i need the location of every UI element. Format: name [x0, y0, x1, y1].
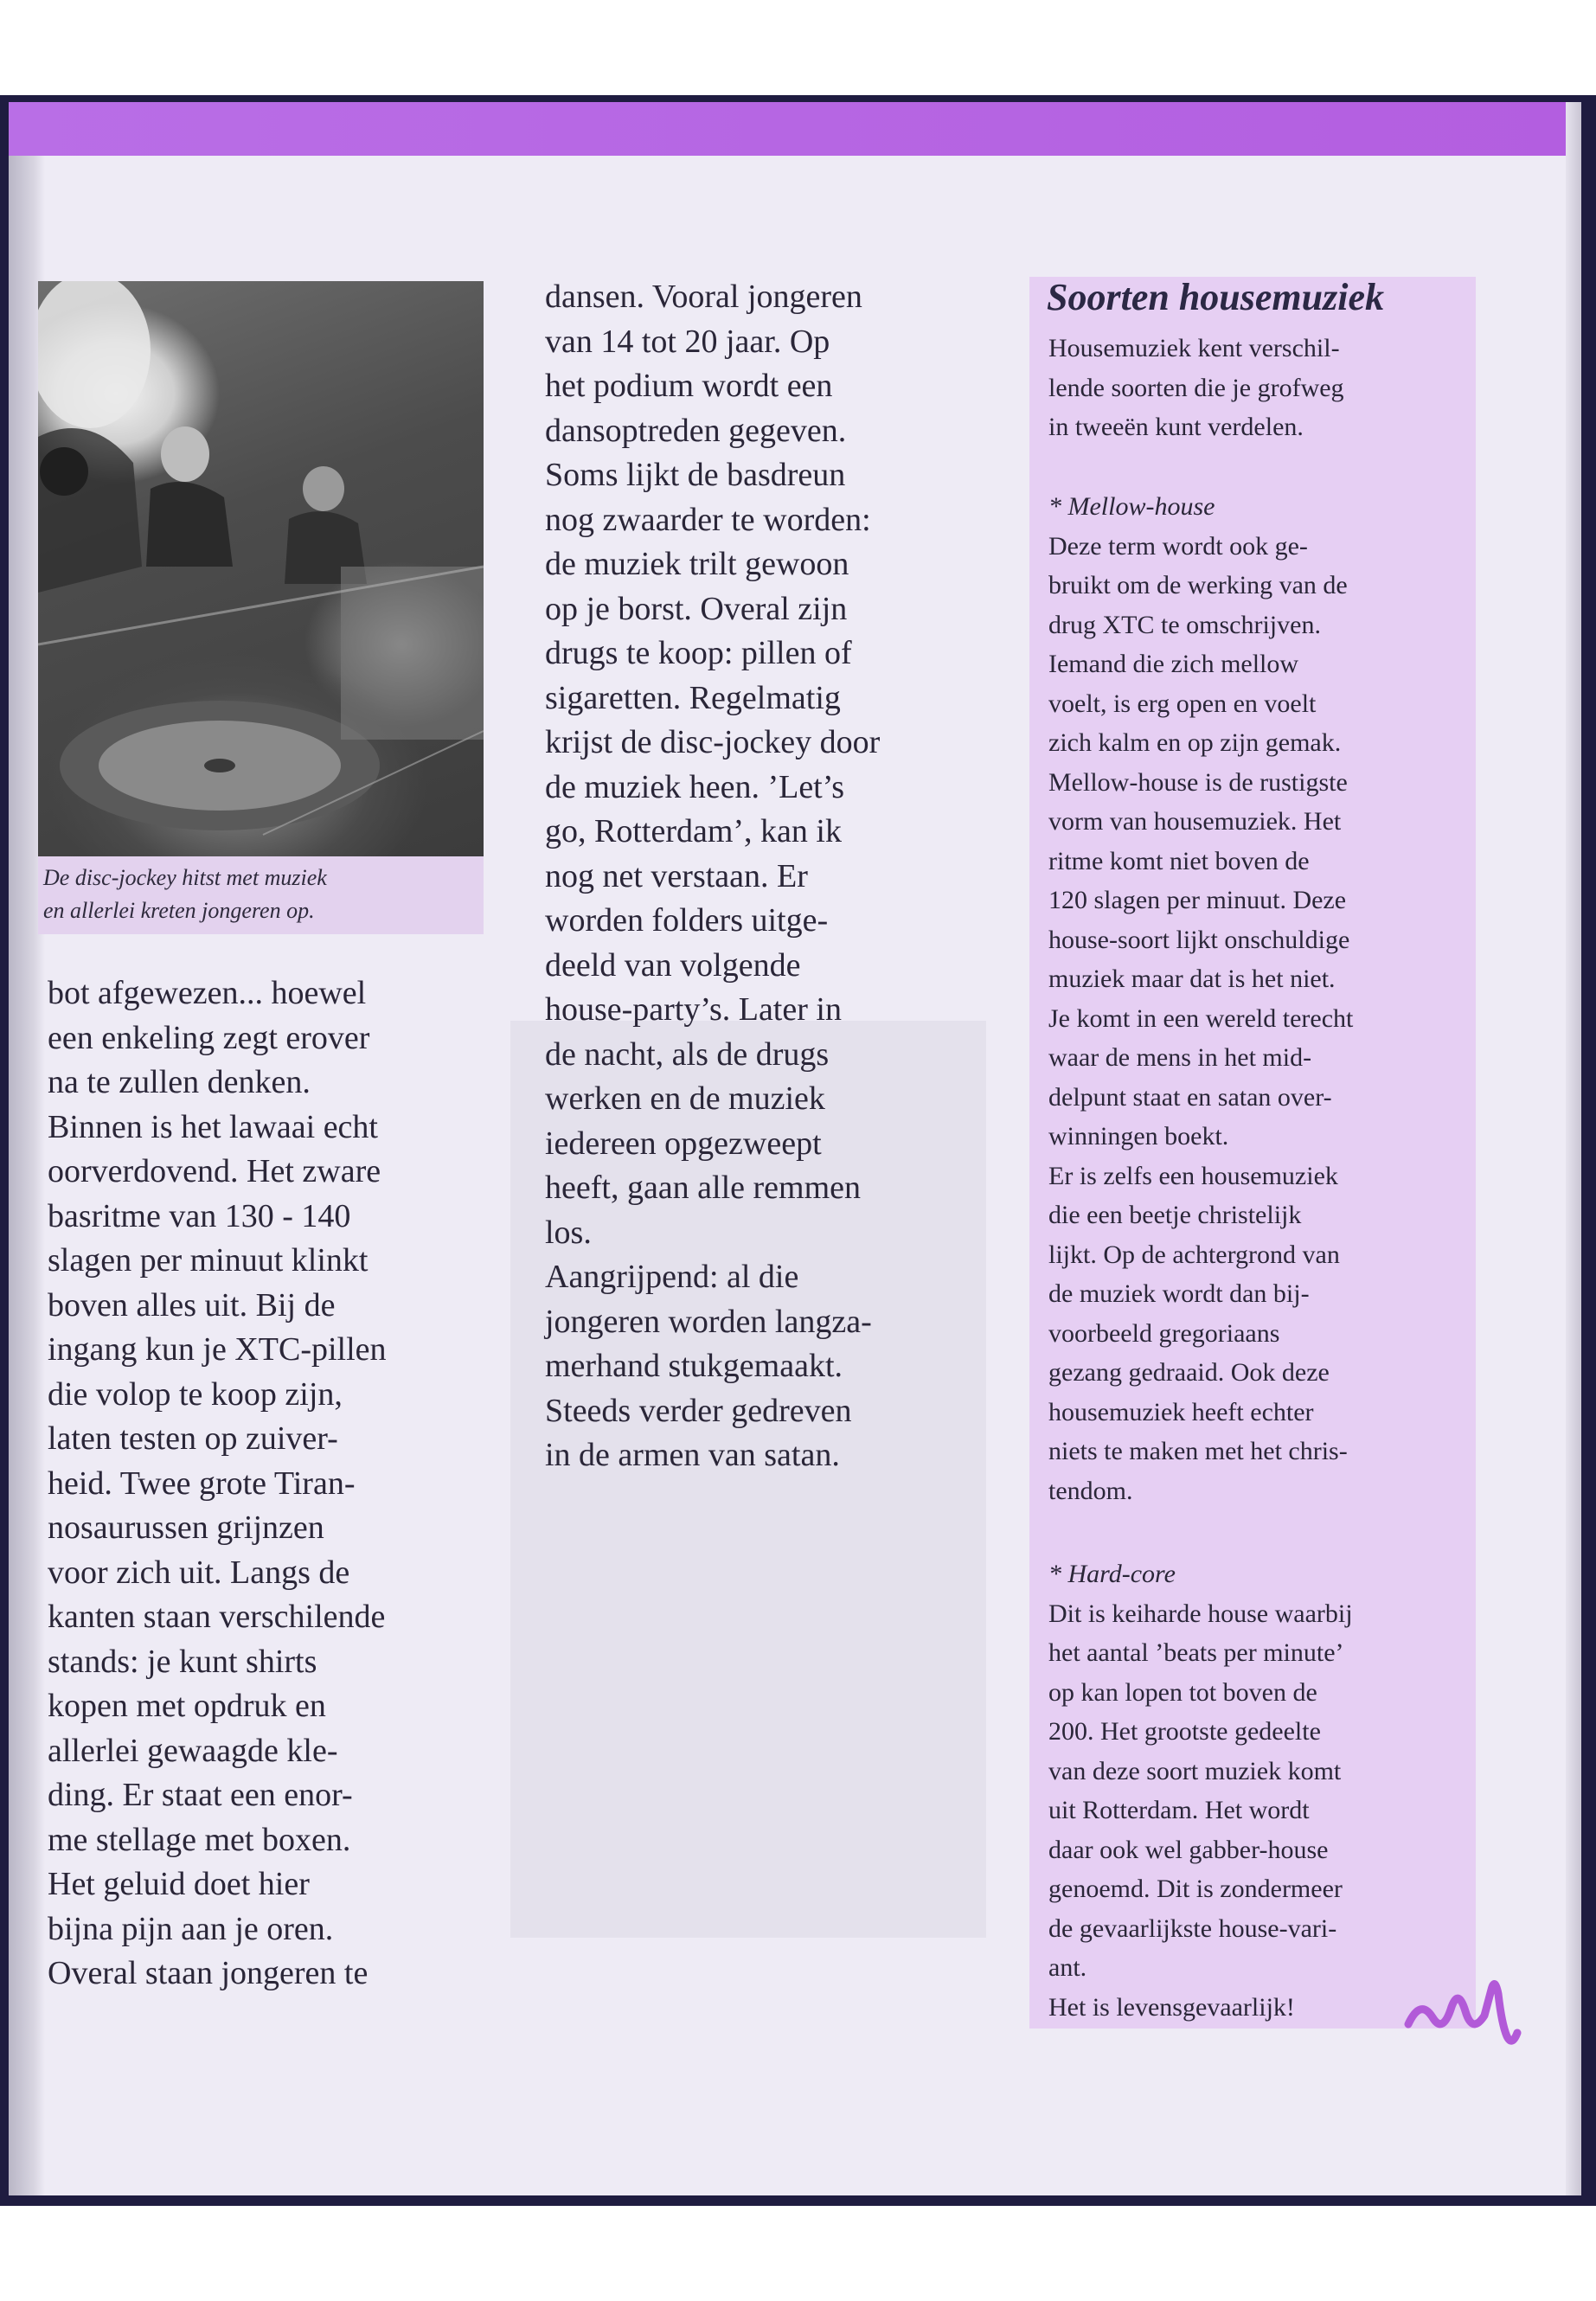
text-line: in de armen van satan. — [545, 1437, 840, 1473]
text-line: Aangrijpend: al die — [545, 1259, 799, 1295]
text-line: voor zich uit. Langs de — [48, 1554, 350, 1591]
text-line: drugs te koop: pillen of — [545, 635, 852, 671]
text-line: worden folders uitge- — [545, 902, 829, 939]
text-line: na te zullen denken. — [48, 1064, 311, 1100]
text-line: Iemand die zich mellow — [1048, 650, 1299, 678]
text-line: go, Rotterdam’, kan ik — [545, 813, 842, 849]
text-line: merhand stukgemaakt. — [545, 1348, 843, 1384]
text-line: sigaretten. Regelmatig — [545, 679, 841, 716]
text-line: vorm van housemuziek. Het — [1048, 807, 1342, 836]
text-line: slagen per minuut klinkt — [48, 1242, 369, 1279]
text-line: ritme komt niet boven de — [1048, 846, 1310, 875]
text-line: Steeds verder gedreven — [545, 1392, 852, 1429]
text-line: het aantal ’beats per minute’ — [1048, 1638, 1344, 1667]
text-line: de gevaarlijkste house-vari- — [1048, 1913, 1337, 1943]
text-line: lende soorten die je grofweg — [1048, 373, 1344, 402]
section-heading: * Hard-core — [1048, 1560, 1176, 1588]
text-line: niets te maken met het chris- — [1048, 1437, 1348, 1465]
sidebar-intro — [1048, 329, 1344, 447]
photo-caption — [43, 862, 476, 927]
text-line: nog net verstaan. Er — [545, 857, 808, 894]
page-edge-shadow — [1566, 102, 1581, 2195]
text-line: zich kalm en op zijn gemak. — [1048, 728, 1342, 757]
caption-line: en allerlei kreten jongeren op. — [43, 898, 315, 923]
text-line: deeld van volgende — [545, 946, 801, 984]
caption-line: De disc-jockey hitst met muziek — [43, 865, 327, 890]
text-line: drug XTC te omschrijven. — [1048, 610, 1321, 639]
text-line: de muziek wordt dan bij- — [1048, 1279, 1310, 1308]
text-line: die een beetje christelijk — [1048, 1201, 1302, 1229]
text-line: winningen boekt. — [1048, 1122, 1229, 1150]
dj-photo-illustration — [38, 281, 484, 856]
text-line: van deze soort muziek komt — [1048, 1756, 1342, 1785]
text-line: bruikt om de werking van de — [1048, 571, 1348, 599]
text-line: waar de mens in het mid- — [1048, 1043, 1312, 1072]
text-line: Je komt in een wereld terecht — [1048, 1003, 1354, 1033]
sidebar-title: Soorten housemuziek — [1047, 276, 1384, 318]
text-line: in tweeën kunt verdelen. — [1048, 413, 1304, 441]
text-line: Er is zelfs een housemuziek — [1048, 1161, 1338, 1190]
text-line: ding. Er staat een enor- — [48, 1777, 353, 1813]
squiggle-logo-icon — [1401, 1964, 1522, 2050]
text-line: uit Rotterdam. Het wordt — [1048, 1796, 1310, 1824]
column-left-text — [48, 971, 387, 1997]
text-line: heid. Twee grote Tiran- — [48, 1465, 356, 1502]
text-line: Het is levensgevaarlijk! — [1048, 1992, 1295, 2022]
text-line: de muziek heen. ’Let’s — [545, 768, 845, 805]
text-line: housemuziek heeft echter — [1048, 1397, 1314, 1426]
text-line: boven alles uit. Bij de — [48, 1286, 336, 1324]
text-line: van 14 tot 20 jaar. Op — [545, 323, 830, 360]
text-line: oorverdovend. Het zware — [48, 1153, 381, 1189]
text-line: gezang gedraaid. Ook deze — [1048, 1358, 1330, 1387]
text-line: Housemuziek kent verschil- — [1048, 334, 1340, 362]
section-heading: * Mellow-house — [1048, 492, 1215, 521]
text-line: genoemd. Dit is zondermeer — [1048, 1875, 1343, 1903]
text-line: daar ook wel gabber-house — [1048, 1835, 1329, 1864]
text-line: dansoptreden gegeven. — [545, 412, 847, 449]
text-line: op kan lopen tot boven de — [1048, 1677, 1317, 1707]
text-line: Het geluid doet hier — [48, 1866, 310, 1902]
text-line: voorbeeld gregoriaans — [1048, 1318, 1280, 1348]
sidebar-section-mellow — [1048, 487, 1353, 1510]
text-line: Mellow-house is de rustigste — [1048, 767, 1348, 797]
text-line: Soms lijkt de basdreun — [545, 457, 846, 493]
text-line: nosaurussen grijnzen — [48, 1509, 324, 1546]
text-line: ant. — [1048, 1953, 1087, 1982]
text-line: 120 slagen per minuut. Deze — [1048, 886, 1347, 914]
text-line: Dit is keiharde house waarbij — [1048, 1599, 1353, 1628]
sidebar-section-hardcore — [1048, 1554, 1353, 2027]
text-line: lijkt. Op de achtergrond van — [1048, 1240, 1340, 1269]
text-line: de nacht, als de drugs — [545, 1035, 830, 1073]
text-line: laten testen op zuiver- — [48, 1420, 338, 1457]
text-line: tendom. — [1048, 1476, 1133, 1505]
text-line: een enkeling zegt erover — [48, 1019, 370, 1056]
text-line: basritme van 130 - 140 — [48, 1197, 351, 1234]
text-line: voelt, is erg open en voelt — [1048, 689, 1317, 718]
text-line: iedereen opgezweept — [545, 1125, 822, 1162]
text-line: die volop te koop zijn, — [48, 1375, 343, 1413]
text-line: stands: je kunt shirts — [48, 1643, 317, 1680]
text-line: jongeren worden langza- — [545, 1303, 872, 1340]
text-line: 200. Het grootste gedeelte — [1048, 1717, 1321, 1746]
text-line: allerlei gewaagde kle- — [48, 1732, 338, 1769]
column-middle-text — [545, 275, 880, 1478]
text-line: dansen. Vooral jongeren — [545, 279, 862, 315]
text-line: het podium wordt een — [545, 368, 833, 404]
text-line: heeft, gaan alle remmen — [545, 1170, 862, 1206]
text-line: Deze term wordt ook ge- — [1048, 531, 1308, 561]
text-line: delpunt staat en satan over- — [1048, 1082, 1332, 1112]
text-line: Binnen is het lawaai echt — [48, 1108, 378, 1145]
text-line: ingang kun je XTC-pillen — [48, 1331, 387, 1368]
text-line: kopen met opdruk en — [48, 1688, 326, 1724]
text-line: los. — [545, 1214, 592, 1251]
dj-photo — [38, 281, 484, 856]
text-line: werken en de muziek — [545, 1080, 825, 1117]
text-line: op je borst. Overal zijn — [545, 590, 848, 627]
text-line: bot afgewezen... hoewel — [48, 975, 367, 1011]
text-line: Overal staan jongeren te — [48, 1955, 369, 1991]
text-line: muziek maar dat is het niet. — [1048, 965, 1336, 993]
text-line: krijst de disc-jockey door — [545, 724, 881, 760]
text-line: nog zwaarder te worden: — [545, 501, 871, 538]
text-line: kanten staan verschilende — [48, 1599, 386, 1635]
top-color-band — [9, 102, 1581, 156]
text-line: bijna pijn aan je oren. — [48, 1910, 334, 1947]
text-line: me stellage met boxen. — [48, 1821, 351, 1858]
text-line: de muziek trilt gewoon — [545, 546, 849, 582]
text-line: house-soort lijkt onschuldige — [1048, 925, 1350, 954]
text-line: house-party’s. Later in — [545, 991, 842, 1028]
